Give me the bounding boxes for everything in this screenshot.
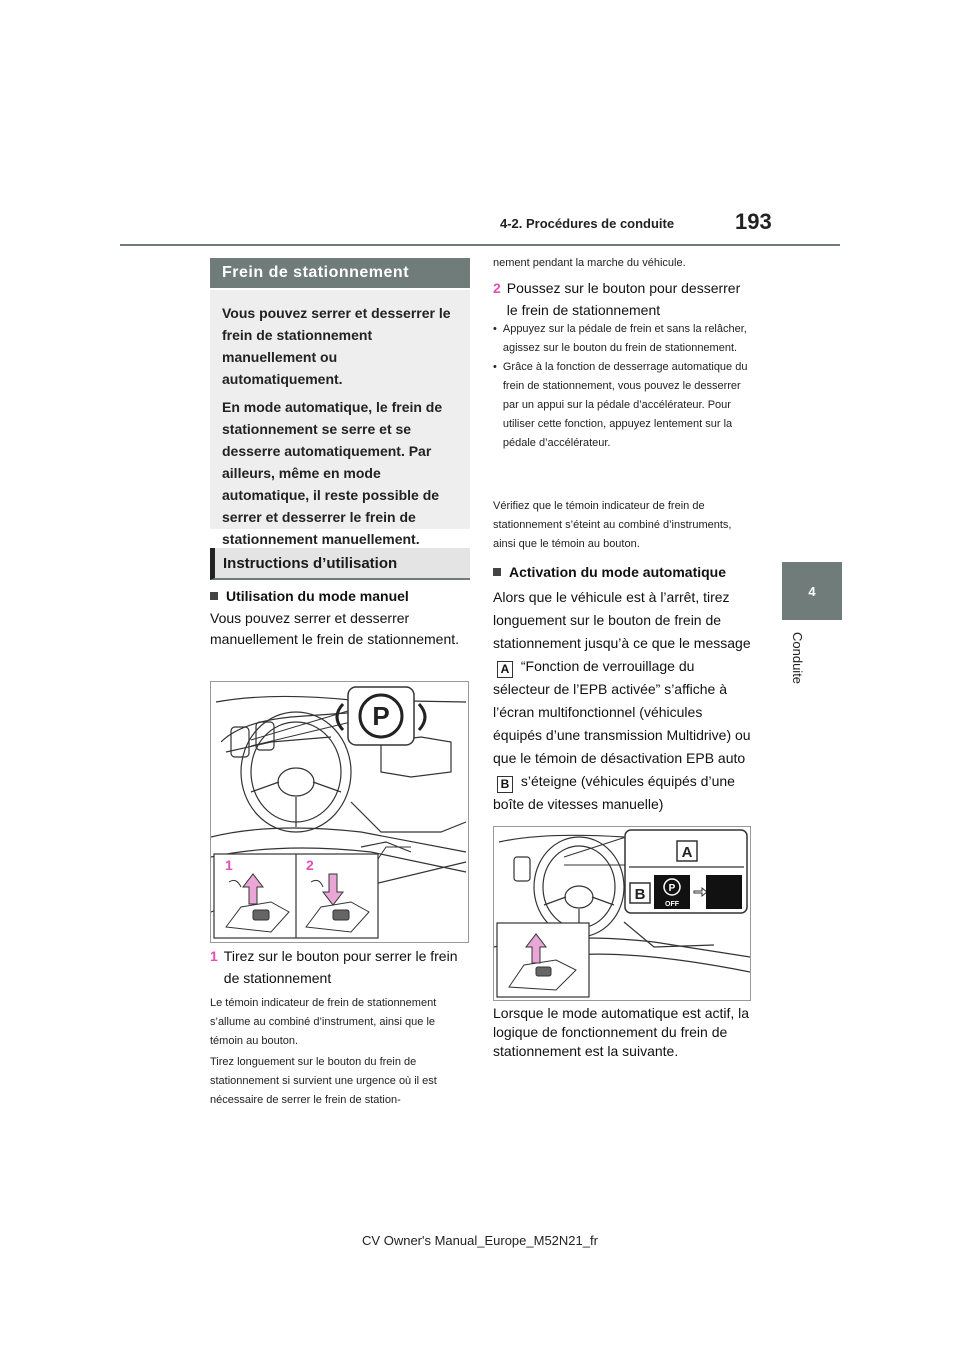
auto-body-part-2: “Fonction de verrouillage du sélecteur de l’EPB activée” s’affiche à l’écran multifonctionnel (véhicules équipés d’une transmission Multidrive) ou que le témoin de désactivation EPB auto xyxy=(493,658,751,766)
footer-text: CV Owner's Manual_Europe_M52N21_fr xyxy=(362,1233,598,1248)
auto-body-part-3: s’éteigne (véhicules équipés d’une boîte de vitesses manuelle) xyxy=(493,773,735,812)
step-1-note-1: Le témoin indicateur de frein de stationnement s’allume au combiné d’instrument, ainsi que le témoin au bouton. xyxy=(210,997,437,1047)
label-a-box: A xyxy=(497,661,513,678)
figure-parking-brake-manual xyxy=(210,681,469,943)
auto-mode-body xyxy=(493,586,755,816)
continuation-text: nement pendant la marche du véhicule. xyxy=(493,257,686,269)
bullet-item: • Grâce à la fonction de desserrage automatique du frein de stationnement, vous pouvez le desserrer par un appui sur la pédale d’accélérateur. Pour utiliser cette fonction, appuyez lentement sur la pédale d’accélérateur. xyxy=(493,358,751,453)
box-title: Frein de stationnement xyxy=(210,258,470,288)
section-title: 4-2. Procédures de conduite xyxy=(500,216,675,231)
chapter-name: Conduite xyxy=(790,632,805,685)
bullet-item: • Appuyez sur la pédale de frein et sans la relâcher, agissez sur le bouton du frein de stationnement. xyxy=(493,320,751,358)
page-number: 193 xyxy=(735,209,772,234)
p-symbol-small: P xyxy=(668,883,676,894)
step-1 xyxy=(210,945,472,989)
inset-label-2: 2 xyxy=(306,857,314,873)
auto-body-part-1: Alors que le véhicule est à l’arrêt, tirez longuement sur le bouton de frein de stationnement jusqu’à ce que le message xyxy=(493,589,751,651)
bullet-text: Grâce à la fonction de desserrage automatique du frein de stationnement, vous pouvez le desserrer par un appui sur la pédale d’accélérateur. Pour utiliser cette fonction, appuyez lentement sur la pédale d’accélérateur. xyxy=(502,361,748,449)
figure-label-b: B xyxy=(634,886,646,903)
figure-label-a: A xyxy=(681,844,693,861)
inset-label-1: 1 xyxy=(225,857,233,873)
dashboard-illustration-auto xyxy=(494,827,750,1000)
manual-mode-body: Vous pouvez serrer et desserrer manuellement le frein de stationnement. xyxy=(210,610,460,647)
figure-auto-mode xyxy=(493,826,751,1001)
dashboard-illustration xyxy=(211,682,468,942)
auto-mode-heading xyxy=(493,564,755,580)
instructions-title: Instructions d’utilisation xyxy=(210,548,470,580)
step-1-number: 1 xyxy=(210,948,218,964)
square-bullet-icon xyxy=(493,568,501,576)
label-b-box: B xyxy=(497,776,513,793)
step-2 xyxy=(493,277,755,321)
inset-frame xyxy=(497,923,589,997)
auto-mode-heading-text: Activation du mode automatique xyxy=(509,564,727,580)
intro-box xyxy=(210,290,470,547)
intro-paragraph-1: Vous pouvez serrer et desserrer le frein de stationnement manuellement ou automatiquement. xyxy=(222,305,451,387)
intro-paragraph-2: En mode automatique, le frein de stationnement se serre et se desserre automatiquement. Par ailleurs, même en mode automatique, il reste possible de serrer et desserrer le frein de stationnement manuellement. xyxy=(222,399,443,547)
header-rule xyxy=(120,244,840,246)
closing-text: Lorsque le mode automatique est actif, la logique de fonctionnement du frein de stationnement est la suivante. xyxy=(493,1005,750,1059)
step-2-text: Poussez sur le bouton pour desserrer le frein de stationnement xyxy=(506,280,741,318)
bullet-list xyxy=(493,320,751,453)
step-1-text: Tirez sur le bouton pour serrer le frein de stationnement xyxy=(223,948,458,986)
off-label: OFF xyxy=(665,901,679,908)
manual-mode-heading xyxy=(210,588,472,604)
manual-mode-heading-text: Utilisation du mode manuel xyxy=(226,588,409,604)
step-1-note-2: Tirez longuement sur le bouton du frein de stationnement si survient une urgence où il est nécessaire de serrer le frein de station- xyxy=(210,1056,437,1106)
indicator-off-state xyxy=(706,875,742,909)
verify-note: Vérifiez que le témoin indicateur de frein de stationnement s’éteint au combiné d’instruments, ainsi que le témoin au bouton. xyxy=(493,500,732,550)
bullet-text: Appuyez sur la pédale de frein et sans la relâcher, agissez sur le bouton du frein de stationnement. xyxy=(502,323,747,354)
square-bullet-icon xyxy=(210,592,218,600)
p-symbol: P xyxy=(372,701,390,731)
step-2-number: 2 xyxy=(493,280,501,296)
chapter-tab: 4 xyxy=(782,562,842,620)
